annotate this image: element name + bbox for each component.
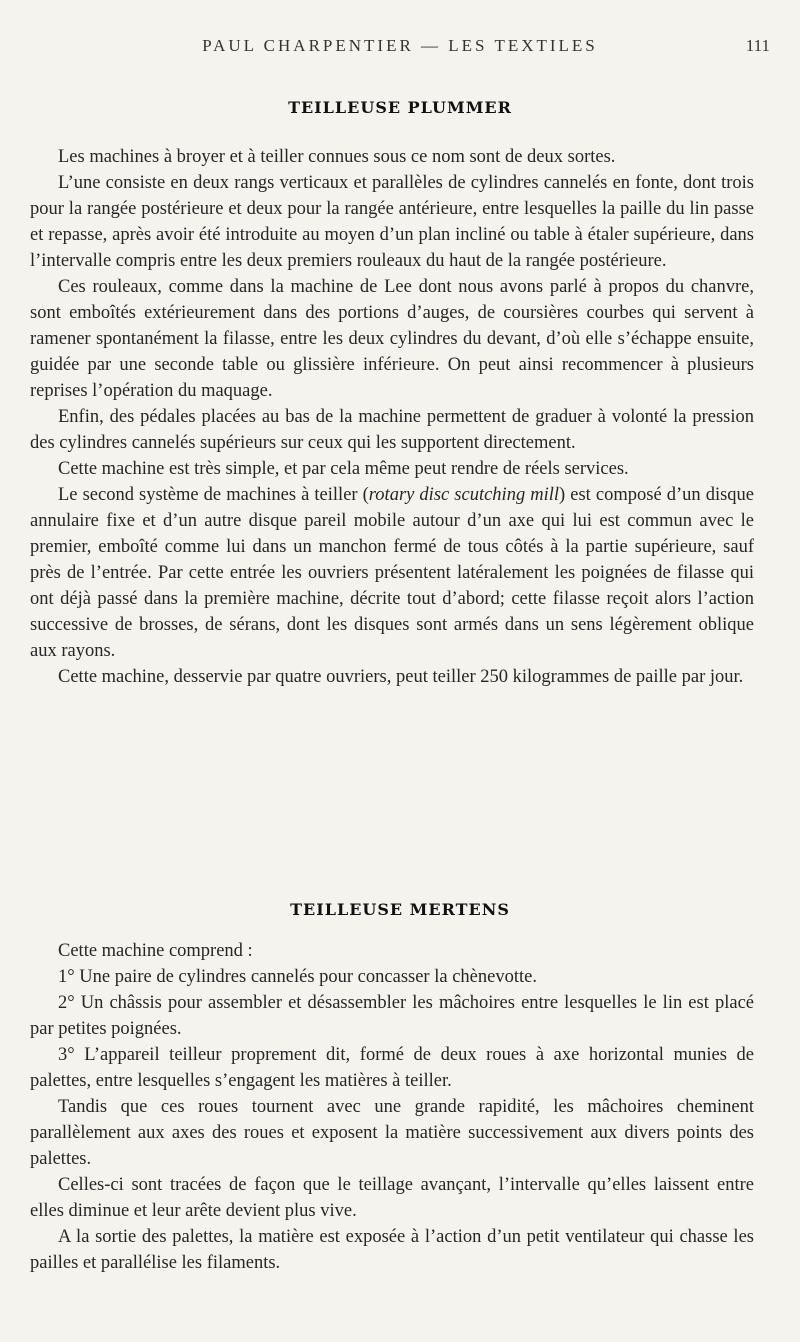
paragraph: Cette machine, desservie par quatre ouvriers, peut teiller 250 kilogrammes de paille par jour. xyxy=(58,667,744,687)
paragraph: Celles-ci sont tracées de façon que le teillage avançant, l’intervalle qu’elles laissent entre elles diminue et leur arête devient plus vive. xyxy=(30,1175,754,1221)
page-number: 111 xyxy=(745,36,770,55)
paragraph: Cette machine comprend : xyxy=(58,941,253,961)
section-body-plummer xyxy=(30,144,754,690)
paragraph: Les machines à broyer et à teiller connues sous ce nom sont de deux sortes. xyxy=(58,147,616,167)
paragraph-rotary xyxy=(30,482,754,664)
paragraph: A la sortie des palettes, la matière est exposée à l’action d’un petit ventilateur qui chasse les pailles et parallélise les filaments. xyxy=(30,1227,754,1273)
paragraph: Tandis que ces roues tournent avec une grande rapidité, les mâchoires cheminent parallèlement aux axes des roues et exposent la matière successivement aux divers points des palettes. xyxy=(30,1097,754,1169)
section-title-plummer: TEILLEUSE PLUMMER xyxy=(288,98,512,117)
paragraph: Cette machine est très simple, et par cela même peut rendre de réels services. xyxy=(58,459,629,479)
italic-term: rotary disc scutching mill xyxy=(368,485,560,505)
paragraph: L’une consiste en deux rangs verticaux et parallèles de cylindres cannelés en fonte, dont trois pour la rangée postérieure et deux pour la rangée antérieure, entre lesquelles la paille du lin passe et repasse, après avoir été introduite au moyen d’un plan incliné ou table à étaler supérieure, dans l’intervalle compris entre les deux premiers rouleaux du haut de la rangée postérieure. xyxy=(30,173,754,271)
section-title-mertens: TEILLEUSE MERTENS xyxy=(290,900,510,919)
running-head xyxy=(30,36,770,60)
list-item: 3° L’appareil teilleur proprement dit, formé de deux roues à axe horizontal munies de palettes, entre lesquelles s’engagent les matières à teiller. xyxy=(30,1045,754,1091)
paragraph-text: ) est composé d’un disque annulaire fixe et d’un autre disque pareil mobile autour d’un axe qui lui est commun avec le premier, emboîté comme lui dans un manchon fermé de tous côtés à la partie supérieure, sauf près de l’entrée. Par cette entrée les ouvriers présentent latéralement les poignées de filasse qui ont déjà passé dans la première machine, décrite tout d’abord; cette filasse reçoit alors l’action successive de brosses, de sérans, dont les disques sont armés dans un sens légèrement oblique aux rayons. xyxy=(30,485,754,661)
list-item: 2° Un châssis pour assembler et désassembler les mâchoires entre lesquelles le lin est placé par petites poignées. xyxy=(30,993,754,1039)
paragraph: Enfin, des pédales placées au bas de la machine permettent de graduer à volonté la pression des cylindres cannelés supérieurs sur ceux qui les supportent directement. xyxy=(30,407,754,453)
running-title: PAUL CHARPENTIER — LES TEXTILES xyxy=(202,36,598,55)
paragraph: Ces rouleaux, comme dans la machine de Lee dont nous avons parlé à propos du chanvre, sont emboîtés extérieurement dans des portions d’auges, de coursières courbes qui servent à ramener spontanément la filasse, entre les deux cylindres du devant, d’où elle s’échappe ensuite, guidée par une seconde table ou glissière inférieure. On peut ainsi recommencer à plusieurs reprises l’opération du maquage. xyxy=(30,277,754,401)
list-item: 1° Une paire de cylindres cannelés pour concasser la chènevotte. xyxy=(58,967,537,987)
paragraph-text: Le second système de machines à teiller ( xyxy=(58,485,369,505)
section-body-mertens xyxy=(30,938,754,1276)
